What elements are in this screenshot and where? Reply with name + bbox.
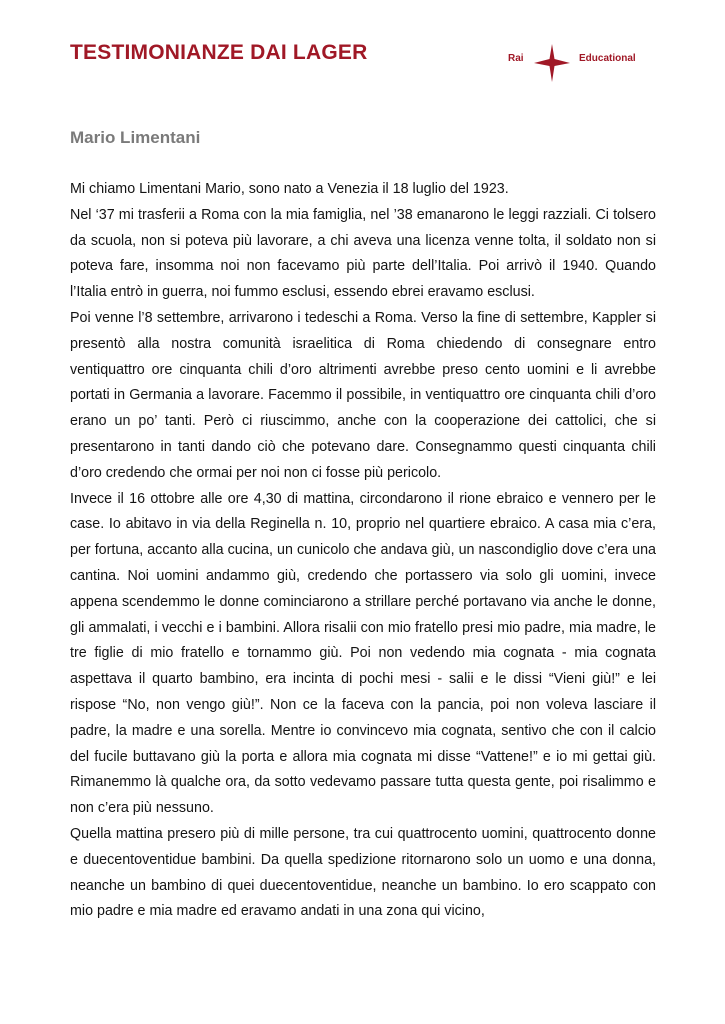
logo-educational-text: Educational [579, 53, 636, 64]
paragraph: Nel ‘37 mi trasferii a Roma con la mia famiglia, nel ’38 emanarono le leggi razziali. Ci tolsero da scuola, non si poteva più lavorare, a chi aveva una licenza venne tolta, il soldato non si poteva fare, insomma noi non facevamo più parte dell’Italia. Poi arrivò il 1940. Quando l’Italia entrò in guerra, noi fummo esclusi, essendo ebrei eravamo esclusi. [70, 206, 656, 301]
logo-rai-text: Rai [508, 53, 524, 64]
header-title: TESTIMONIANZE DAI LAGER [70, 41, 368, 64]
paragraph: Quella mattina presero più di mille persone, tra cui quattrocento uomini, quattrocento donne e duecentoventidue bambini. Da quella spedizione ritornarono solo un uomo e una donna, neanche un bambino di quei duecentoventidue, neanche un bambino. Io ero scappato con mio padre e mia madre ed eravamo andati in una zona qui vicino, [70, 825, 656, 920]
paragraph: Invece il 16 ottobre alle ore 4,30 di mattina, circondarono il rione ebraico e vennero per le case. Io abitavo in via della Reginella n. 10, proprio nel quartiere ebraico. A casa mia c’era, per fortuna, accanto alla cucina, un cunicolo che andava giù, un nascondiglio dove c’era una cantina. Noi uomini andammo giù, credendo che portassero via solo gli uomini, invece appena scendemmo le donne cominciarono a strillare perché portavano via anche le donne, gli ammalati, i vecchi e i bambini. Allora risalii con mio fratello presi mio padre, mia madre, le tre figlie di mio fratello e tornammo giù. Poi non vedendo mia cognata - mia cognata aspettava il quarto bambino, era incinta di pochi mesi - salii e le dissi “Vieni giù!” e lei rispose “No, non vengo giù!”. Non ce la faceva con la pancia, poi non voleva lasciare il padre, la madre e una sorella. Mentre io convincevo mia cognata, sentivo che con il calcio del fucile buttavano giù la porta e allora mia cognata mi disse “Vattene!” e io mi gettai giù. Rimanemmo là qualche ora, da sotto vedevamo passare tutta questa gente, poi risalimmo e non c’era più nessuno. [70, 490, 656, 817]
document-title: Mario Limentani [70, 128, 201, 147]
rai-educational-logo [508, 40, 658, 84]
paragraph: Mi chiamo Limentani Mario, sono nato a Venezia il 18 luglio del 1923. [70, 181, 509, 197]
paragraph: Poi venne l’8 settembre, arrivarono i tedeschi a Roma. Verso la fine di settembre, Kappler si presentò alla nostra comunità israelitica di Roma chiedendo di consegnare entro ventiquattro ore cinquanta chili d’oro altrimenti avrebbe preso cento uomini e li avrebbe portati in Germania a lavorare. Facemmo il possibile, in ventiquattro ore cinquanta chili d’oro erano un po’ tanti. Però ci riuscimmo, anche con la cooperazione dei cattolici, che si presentarono in tanti dando ciò che potevano dare. Consegnammo questi cinquanta chili d’oro credendo che ormai per noi non ci fosse più pericolo. [70, 309, 656, 481]
document-body [70, 177, 656, 925]
rai-star-icon [534, 44, 570, 82]
